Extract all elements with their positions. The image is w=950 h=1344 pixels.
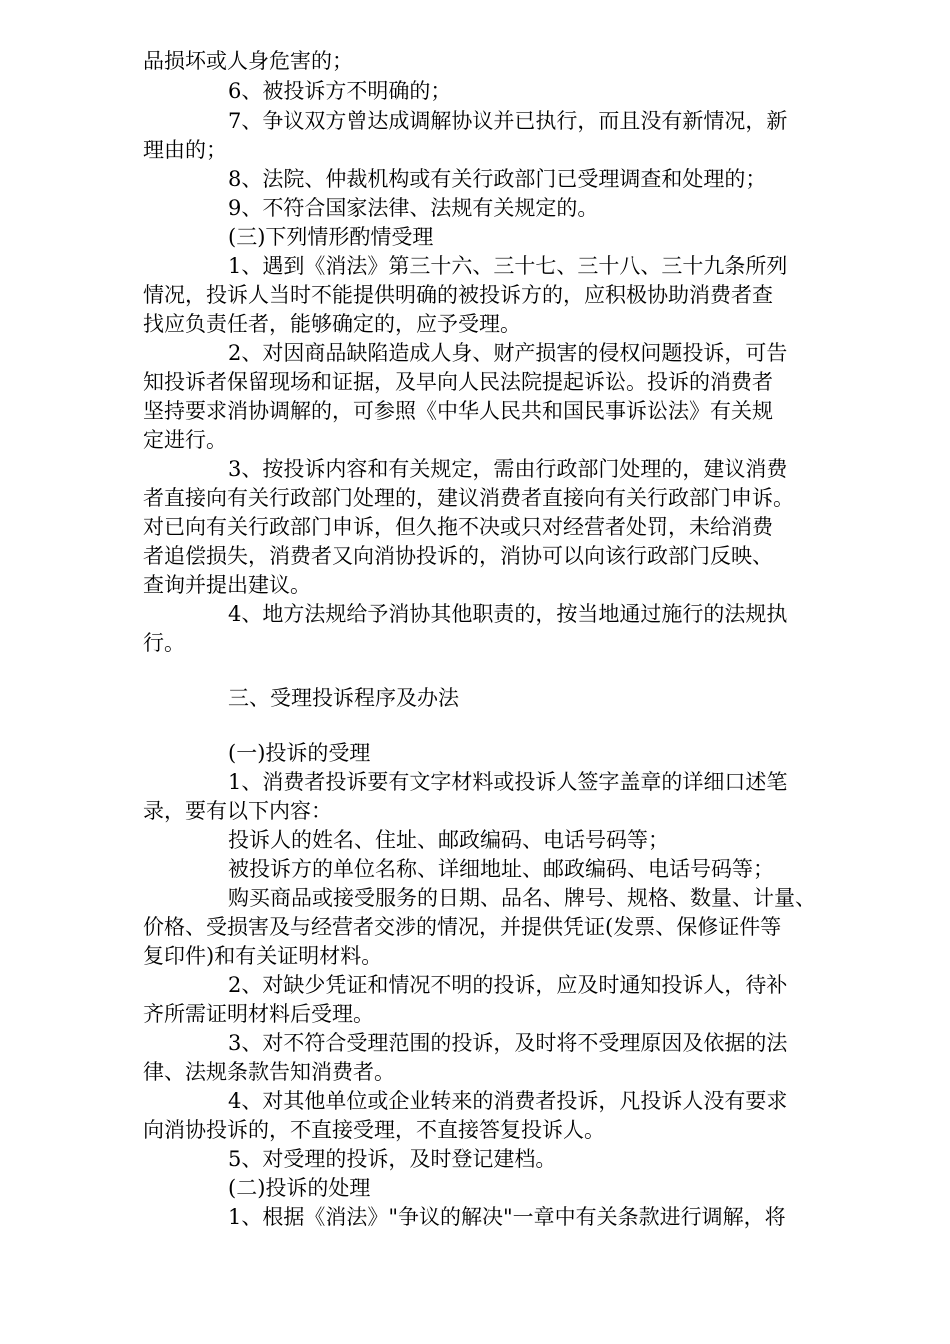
text-line: 对已向有关行政部门申诉，但久拖不决或只对经营者处罚，未给消费: [143, 515, 773, 539]
text-line: 8、法院、仲裁机构或有关行政部门已受理调查和处理的；: [228, 167, 767, 191]
text-line: 1、根据《消法》"争议的解决"一章中有关条款进行调解，将: [228, 1205, 786, 1229]
text-line: 4、对其他单位或企业转来的消费者投诉，凡投诉人没有要求: [228, 1089, 788, 1113]
text-line: 1、消费者投诉要有文字材料或投诉人签字盖章的详细口述笔: [228, 770, 788, 794]
text-line: 价格、受损害及与经营者交涉的情况，并提供凭证(发票、保修证件等: [143, 915, 782, 939]
text-line: 定进行。: [143, 428, 227, 452]
text-line: 录，要有以下内容：: [143, 799, 332, 823]
section-heading: (三)下列情形酌情受理: [228, 225, 434, 249]
text-line: 2、对因商品缺陷造成人身、财产损害的侵权问题投诉，可告: [228, 341, 788, 365]
text-line: 复印件)和有关证明材料。: [143, 944, 383, 968]
text-line: 7、争议双方曾达成调解协议并已执行，而且没有新情况，新: [228, 109, 788, 133]
text-line: 齐所需证明材料后受理。: [143, 1002, 374, 1026]
text-line: 查询并提出建议。: [143, 573, 311, 597]
text-line: 品损坏或人身危害的；: [143, 49, 353, 73]
text-line: 1、遇到《消法》第三十六、三十七、三十八、三十九条所列: [228, 254, 788, 278]
text-line: 3、按投诉内容和有关规定，需由行政部门处理的，建议消费: [228, 457, 788, 481]
text-line: 者直接向有关行政部门处理的，建议消费者直接向有关行政部门申诉。: [143, 486, 794, 510]
section-heading: (一)投诉的受理: [228, 741, 371, 765]
text-line: 向消协投诉的，不直接受理，不直接答复投诉人。: [143, 1118, 605, 1142]
section-heading: (二)投诉的处理: [228, 1176, 371, 1200]
text-line: 情况，投诉人当时不能提供明确的被投诉方的，应积极协助消费者查: [143, 283, 773, 307]
section-heading: 三、受理投诉程序及办法: [228, 686, 459, 710]
text-line: 5、对受理的投诉，及时登记建档。: [228, 1147, 557, 1171]
text-line: 2、对缺少凭证和情况不明的投诉，应及时通知投诉人，待补: [228, 973, 788, 997]
text-line: 购买商品或接受服务的日期、品名、牌号、规格、数量、计量、: [228, 886, 816, 910]
text-line: 找应负责任者，能够确定的，应予受理。: [143, 312, 521, 336]
text-line: 理由的；: [143, 138, 227, 162]
text-line: 6、被投诉方不明确的；: [228, 79, 452, 103]
text-line: 3、对不符合受理范围的投诉，及时将不受理原因及依据的法: [228, 1031, 788, 1055]
text-line: 坚持要求消协调解的，可参照《中华人民共和国民事诉讼法》有关规: [143, 399, 773, 423]
text-line: 4、地方法规给予消协其他职责的，按当地通过施行的法规执: [228, 602, 788, 626]
text-line: 者追偿损失，消费者又向消协投诉的，消协可以向该行政部门反映、: [143, 544, 773, 568]
text-line: 行。: [143, 631, 185, 655]
text-line: 投诉人的姓名、住址、邮政编码、电话号码等；: [228, 828, 669, 852]
text-line: 律、法规条款告知消费者。: [143, 1060, 395, 1084]
text-line: 被投诉方的单位名称、详细地址、邮政编码、电话号码等；: [228, 857, 774, 881]
text-line: 9、不符合国家法律、法规有关规定的。: [228, 196, 599, 220]
text-line: 知投诉者保留现场和证据，及早向人民法院提起诉讼。投诉的消费者: [143, 370, 773, 394]
